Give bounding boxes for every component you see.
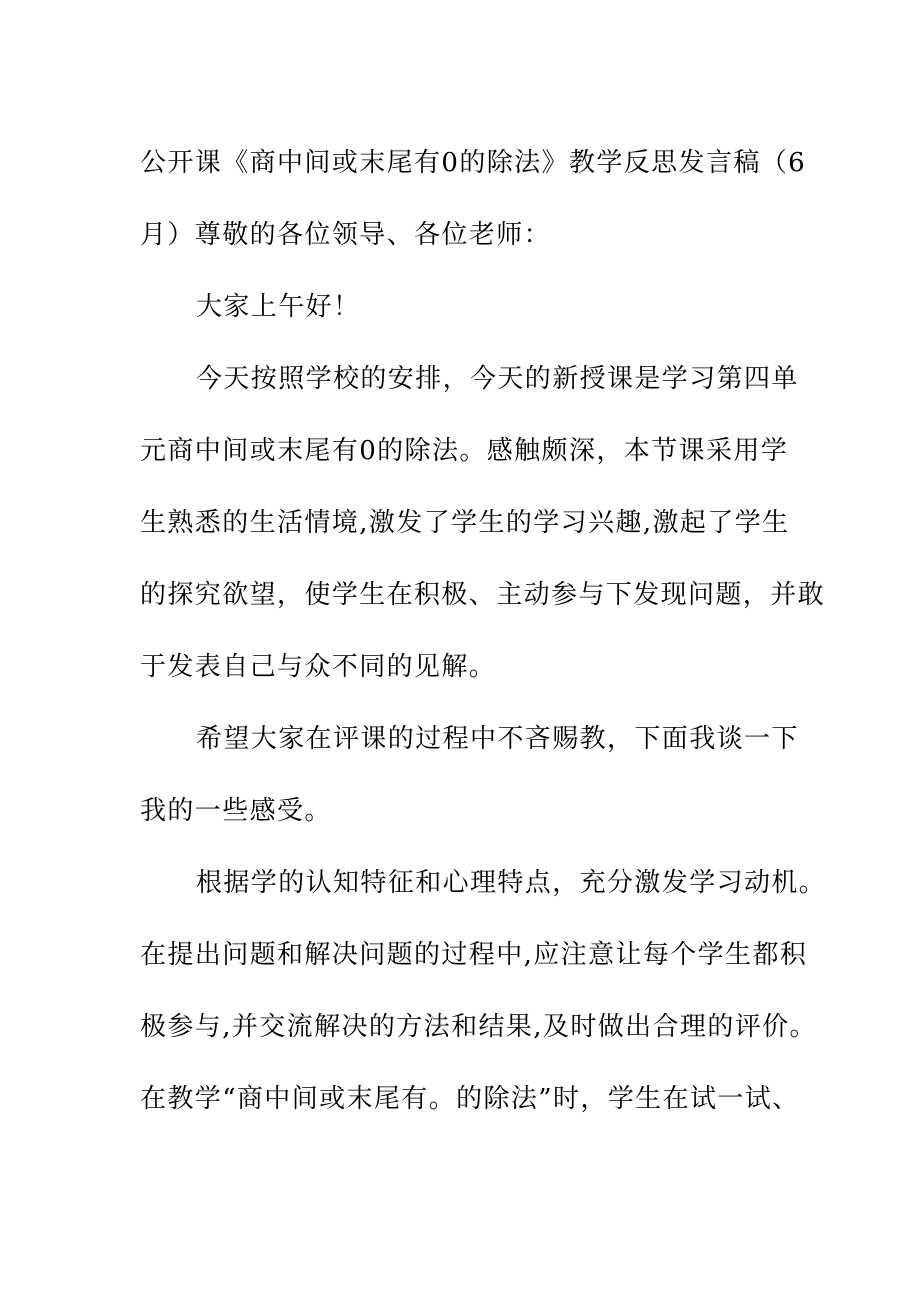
title-line-2: 月）尊敬的各位领导、各位老师： xyxy=(140,220,552,250)
document-body xyxy=(140,140,827,1148)
paragraph-line: 于发表自己与众不同的见解。 xyxy=(140,652,497,682)
paragraph-line: 元商中间或末尾有0的除法。感触颇深，本节课采用学 xyxy=(140,436,789,466)
paragraph-line: 生熟悉的生活情境,激发了学生的学习兴趣,激起了学生 xyxy=(140,508,790,538)
paragraph-line: 在提出问题和解决问题的过程中,应注意让每个学生都积 xyxy=(140,940,808,970)
paragraph-line: 极参与,并交流解决的方法和结果,及时做出合理的评价。 xyxy=(140,1012,817,1042)
paragraph-line: 的探究欲望，使学生在积极、主动参与下发现问题，并敢 xyxy=(140,580,826,610)
paragraph-line: 希望大家在评课的过程中不吝赐教，下面我谈一下 xyxy=(196,724,799,754)
title-line-1: 公开课《商中间或末尾有0的除法》教学反思发言稿（6 xyxy=(140,148,807,178)
paragraph-line: 在教学“商中间或末尾有。的除法”时，学生在试一试、 xyxy=(140,1084,800,1114)
paragraph-line: 根据学的认知特征和心理特点，充分激发学习动机。 xyxy=(196,868,827,898)
paragraph-line: 今天按照学校的安排，今天的新授课是学习第四单 xyxy=(196,364,799,394)
greeting-line: 大家上午好！ xyxy=(196,292,361,322)
paragraph-line: 我的一些感受。 xyxy=(140,796,332,826)
